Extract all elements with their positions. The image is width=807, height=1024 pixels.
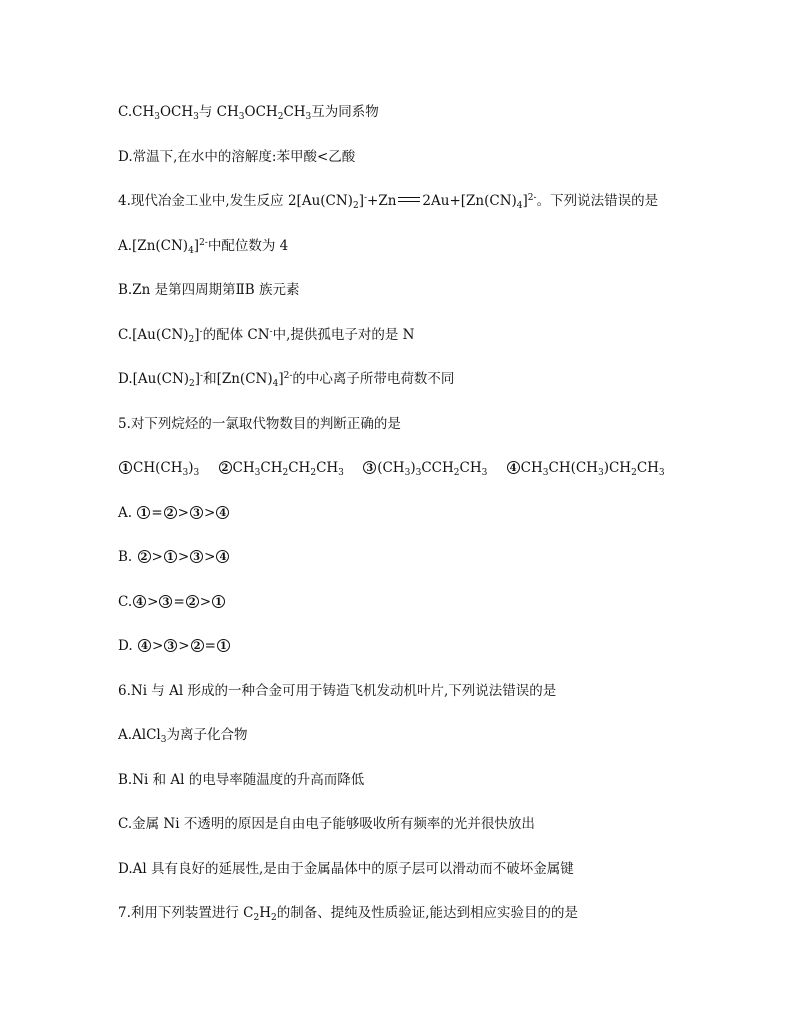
q4-option-a: $A.[Zn(CN)_4]^{2-}$中配位数为 4 xyxy=(118,238,289,256)
q5-option-c: C. 4 > 3 = 2 > 1 xyxy=(118,593,226,611)
circled-number-4: 4 xyxy=(507,461,520,474)
q4-option-c: $C.[Au(CN)_2]^-$的配体 CN-中,提供孤电子对的是 N xyxy=(118,327,415,345)
q5-option-b: B. 2 > 1 > 3 > 4 xyxy=(118,548,230,566)
circled-number-2: 2 xyxy=(219,461,232,474)
q4-option-d: $D.[Au(CN)_2]^-$和$[Zn(CN)_4]^{2-}$的中心离子所带电荷数不同 xyxy=(118,371,455,389)
formula-2: $CH_3CH_2CH_2CH_3$ xyxy=(232,460,344,478)
circled-number-3: 3 xyxy=(363,461,376,474)
circled-number-1: 1 xyxy=(119,461,132,474)
formula-4: $CH_3CH(CH_3)CH_2CH_3$ xyxy=(520,460,665,478)
q7-stem: 7.利用下列装置进行 $C_2H_2$的制备、提纯及性质验证,能达到相应实验目的的是 xyxy=(118,905,579,923)
q3-option-d: D.常温下,在水中的溶解度:苯甲酸<乙酸 xyxy=(118,149,356,165)
q6-stem: 6.Ni 与 Al 形成的一种合金可用于铸造飞机发动机叶片,下列说法错误的是 xyxy=(118,683,557,699)
q4-stem: 4.现代冶金工业中,发生反应 $2[Au(CN)_2]^-+Zn$ $2Au+[Zn(CN)_4]^{2-}$。下列说法错误的是 xyxy=(118,193,659,211)
q5-formulas xyxy=(118,459,665,477)
formula-3: $(CH_3)_3CCH_2CH_3$ xyxy=(377,460,488,478)
q6-option-c: C.金属 Ni 不透明的原因是自由电子能够吸收所有频率的光并很快放出 xyxy=(118,816,535,832)
q6-option-d: D.Al 具有良好的延展性,是由于金属晶体中的原子层可以滑动而不破坏金属键 xyxy=(118,861,574,877)
q4-option-b: B.Zn 是第四周期第ⅡB 族元素 xyxy=(118,282,300,298)
q5-option-a: A. 1 = 2 > 3 > 4 xyxy=(118,504,230,522)
q3-option-c: $C.CH_3OCH_3$与 $CH_3OCH_2CH_3$互为同系物 xyxy=(118,104,379,122)
q6-option-b: B.Ni 和 Al 的电导率随温度的升高而降低 xyxy=(118,772,365,788)
q5-option-d: D. 4 > 3 > 2 = 1 xyxy=(118,637,231,655)
equilibrium-sign xyxy=(398,197,420,202)
formula-1: $CH(CH_3)_3$ xyxy=(133,460,200,478)
q5-stem: 5.对下列烷烃的一氯取代物数目的判断正确的是 xyxy=(118,416,401,432)
q6-option-a: A.AlCl$_3$为离子化合物 xyxy=(118,727,248,745)
